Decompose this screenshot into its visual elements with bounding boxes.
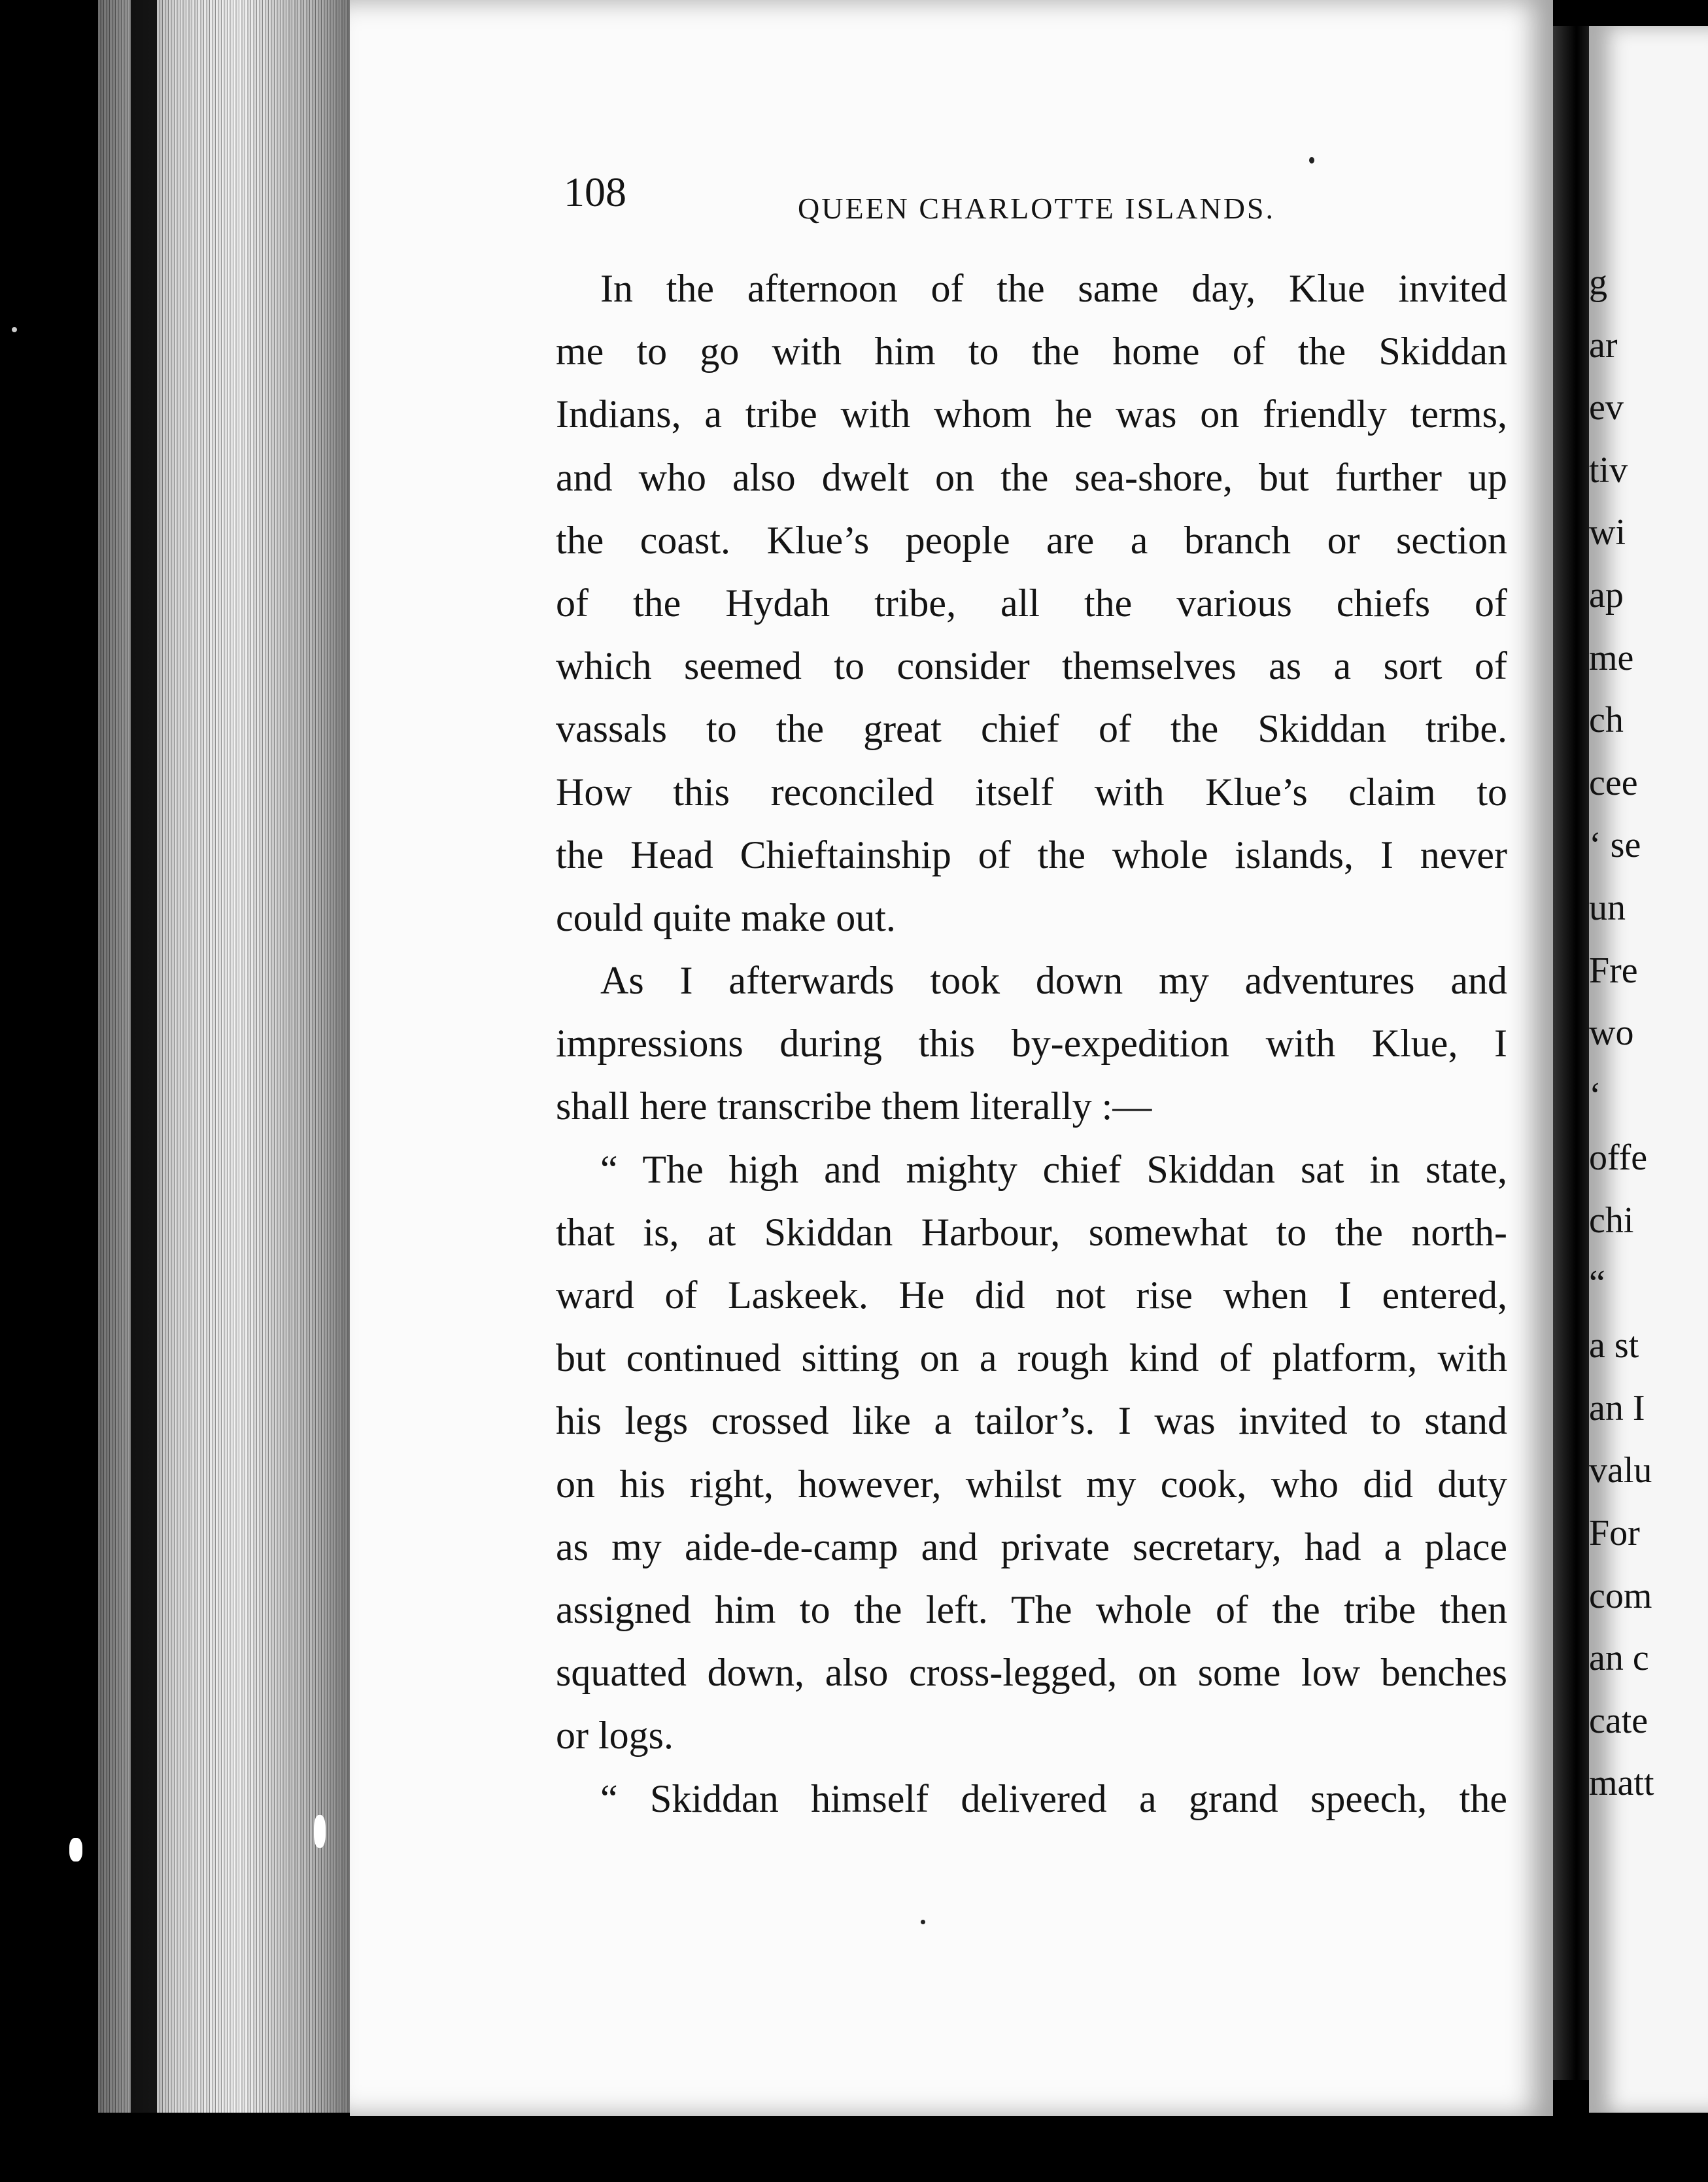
adjacent-page — [1589, 26, 1708, 2113]
adjacent-page-fragment: tiv — [1589, 449, 1628, 491]
text-line: assigned him to the left. The whole of the tribe then — [556, 1587, 1507, 1631]
text-line: “ Skiddan himself delivered a grand speech, the — [600, 1776, 1507, 1820]
text-line: me to go with him to the home of the Skiddan — [556, 330, 1507, 373]
adjacent-page-fragment: offe — [1589, 1137, 1648, 1179]
adjacent-page-fragment: cate — [1589, 1700, 1648, 1741]
adjacent-page-fragment: wi — [1589, 512, 1626, 553]
text-line: his legs crossed like a tailor’s. I was invited to stand — [556, 1399, 1507, 1443]
text-line: ward of Laskeek. He did not rise when I entered, — [556, 1273, 1507, 1317]
text-line: How this reconciled itself with Klue’s claim to — [556, 770, 1507, 814]
ink-speck — [12, 327, 17, 332]
adjacent-page-fragment: For — [1589, 1513, 1640, 1553]
running-head: QUEEN CHARLOTTE ISLANDS. — [798, 192, 1276, 225]
text-line: as my aide-de-camp and private secretary, had a place — [556, 1525, 1507, 1568]
adjacent-page-fragment: ch — [1589, 700, 1624, 741]
text-line: “ The high and mighty chief Skiddan sat in state, — [600, 1147, 1507, 1191]
paper-fleck — [314, 1815, 326, 1848]
text-line: Indians, a tribe with whom he was on friendly terms, — [556, 392, 1507, 436]
book-gutter — [1553, 26, 1592, 2080]
text-line: which seemed to consider themselves as a sort of — [556, 644, 1507, 688]
text-line: shall here transcribe them literally :— — [556, 1084, 1152, 1128]
text-line: of the Hydah tribe, all the various chiefs of — [556, 581, 1507, 625]
text-line: that is, at Skiddan Harbour, somewhat to the north- — [556, 1210, 1507, 1254]
ink-speck — [921, 1920, 925, 1924]
text-line: or logs. — [556, 1714, 674, 1758]
adjacent-page-fragment: com — [1589, 1575, 1652, 1616]
adjacent-page-fragment: ‘ se — [1589, 825, 1641, 866]
adjacent-page-fragment: g — [1589, 262, 1607, 303]
adjacent-page-fragment: a st — [1589, 1325, 1639, 1366]
adjacent-page-fragment: an c — [1589, 1638, 1649, 1679]
adjacent-page-fragment: ap — [1589, 575, 1624, 615]
adjacent-page-fragment: wo — [1589, 1013, 1634, 1054]
text-line: In the afternoon of the same day, Klue invited — [600, 267, 1507, 310]
adjacent-page-fragment: “ — [1589, 1262, 1605, 1304]
body-text — [556, 257, 1507, 1830]
text-line: but continued sitting on a rough kind of platform, with — [556, 1336, 1507, 1380]
text-line: impressions during this by-expedition with Klue, I — [556, 1022, 1507, 1065]
ink-speck — [1309, 157, 1314, 164]
adjacent-page-fragment: Fre — [1589, 950, 1638, 991]
text-line: squatted down, also cross-legged, on some low benches — [556, 1651, 1507, 1695]
adjacent-page-fragment: un — [1589, 888, 1626, 928]
page-number: 108 — [564, 169, 626, 215]
text-line: could quite make out. — [556, 895, 896, 939]
page-edges-shade — [98, 0, 353, 2113]
adjacent-page-fragment: an I — [1589, 1387, 1645, 1429]
adjacent-page-fragment: ar — [1589, 324, 1618, 366]
adjacent-page-fragment: valu — [1589, 1450, 1652, 1491]
text-line: vassals to the great chief of the Skiddan tribe. — [556, 707, 1507, 751]
adjacent-page-fragment: ‘ — [1589, 1075, 1601, 1116]
adjacent-page-fragment: ev — [1589, 387, 1624, 428]
text-line: As I afterwards took down my adventures and — [600, 959, 1507, 1003]
adjacent-page-fragment: cee — [1589, 762, 1638, 803]
text-line: on his right, however, whilst my cook, who did duty — [556, 1462, 1507, 1506]
adjacent-page-fragment: me — [1589, 637, 1634, 678]
adjacent-page-fragment: matt — [1589, 1763, 1654, 1804]
text-line: the Head Chieftainship of the whole islands, I never — [556, 833, 1507, 876]
paper-fleck — [69, 1838, 82, 1862]
text-line: the coast. Klue’s people are a branch or section — [556, 518, 1507, 562]
text-line: and who also dwelt on the sea-shore, but further up — [556, 455, 1507, 499]
adjacent-page-fragment: chi — [1589, 1200, 1634, 1241]
